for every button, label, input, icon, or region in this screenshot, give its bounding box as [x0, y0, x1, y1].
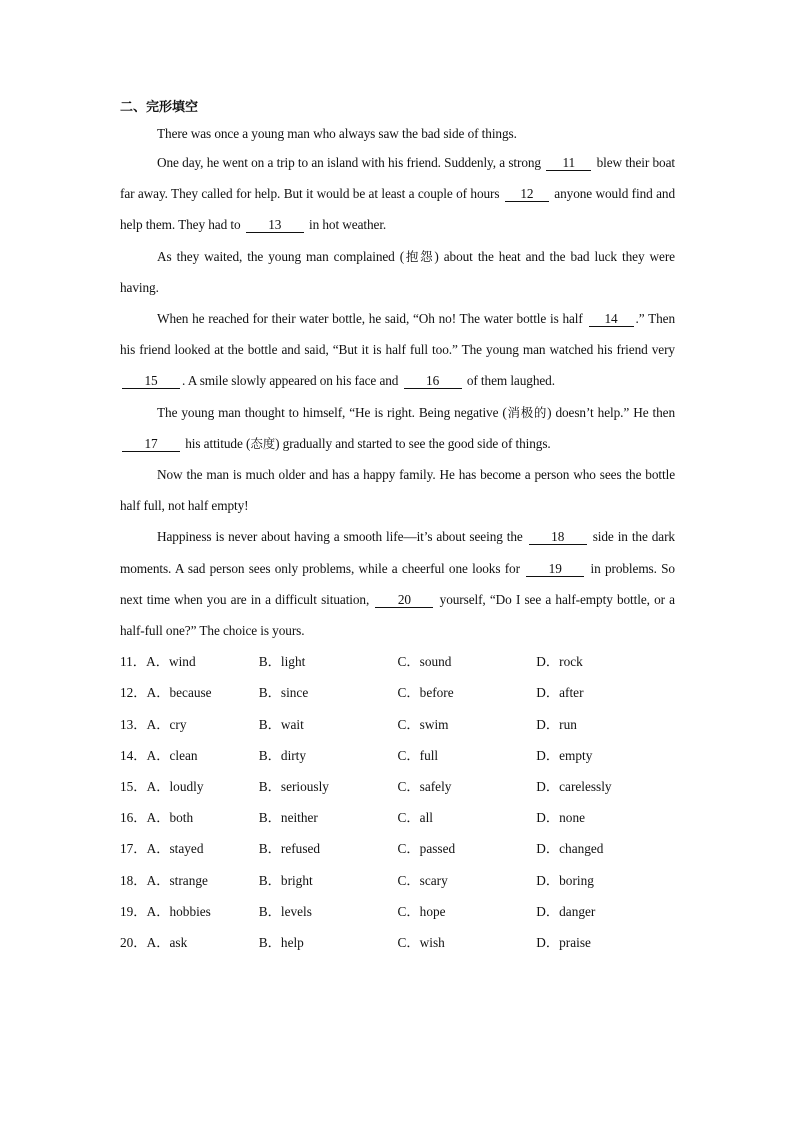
question-row — [120, 677, 675, 708]
option-c: C．before — [397, 685, 454, 701]
question-row — [120, 740, 675, 771]
option-a: 14．A．clean — [120, 747, 198, 763]
paragraph-6: Now the man is much older and has a happy family. He has become a person who sees the bottle half full, not half empty! — [120, 467, 675, 514]
text: side in the dark moments. A sad person sees only problems, while a cheerful one looks for — [120, 529, 675, 576]
option-b: B．dirty — [258, 747, 307, 763]
text: his attitude ( — [185, 435, 251, 451]
text: .” Then his friend looked at the bottle and said, “But it is half full too.” The young man watched his friend very — [120, 311, 675, 358]
option-d: D．carelessly — [536, 779, 612, 794]
chinese-gloss: 态度 — [250, 435, 276, 451]
text: . A smile slowly appeared on his face and — [182, 373, 399, 389]
paragraph-5 — [120, 397, 675, 459]
text: in problems. So next time when you are in a difficult situation, — [120, 560, 675, 607]
option-d: D．changed — [536, 841, 604, 857]
option-d: D．none — [536, 810, 585, 826]
text: One day, he went on a trip to an island with his friend. Suddenly, a strong — [157, 155, 541, 170]
text: Happiness is never about having a smooth life—it’s about seeing the — [157, 529, 523, 545]
option-d: D．run — [536, 716, 577, 732]
option-d: D．boring — [536, 872, 594, 888]
option-a: 13．A．cry — [120, 716, 187, 732]
option-c: C．all — [397, 810, 433, 826]
option-c: C．scary — [397, 872, 448, 888]
option-d: D．praise — [536, 934, 591, 950]
chinese-gloss: 抱怨 — [404, 248, 435, 264]
option-c: C．wish — [397, 934, 445, 950]
question-row — [120, 896, 675, 927]
option-a: 18．A．strange — [120, 872, 208, 888]
paragraph-1: There was once a young man who always saw the bad side of things. — [157, 126, 517, 141]
blank-19: 19 — [526, 562, 584, 577]
option-b: B．levels — [258, 903, 312, 919]
text: of them laughed. — [466, 373, 555, 389]
text: When he reached for their water bottle, he said, “Oh no! The water bottle is half — [157, 311, 583, 327]
blank-15: 15 — [122, 374, 180, 389]
option-c: C．sound — [397, 654, 452, 670]
option-c: C．safely — [397, 779, 452, 794]
option-c: C．hope — [397, 903, 446, 919]
blank-17: 17 — [122, 437, 180, 452]
option-a: 19．A．hobbies — [120, 903, 211, 919]
option-a: 15．A．loudly — [120, 779, 204, 794]
option-c: C．swim — [397, 716, 449, 732]
cloze-passage — [120, 120, 675, 646]
option-b: B．since — [258, 685, 309, 701]
option-a: 12．A．because — [120, 685, 212, 701]
blank-16: 16 — [404, 374, 462, 389]
option-d: D．after — [536, 685, 584, 701]
question-row — [120, 927, 675, 958]
option-a: 17．A．stayed — [120, 841, 204, 857]
question-row — [120, 802, 675, 833]
paragraph-4 — [120, 303, 675, 397]
option-a: 20．A．ask — [120, 934, 188, 950]
option-b: B．bright — [258, 872, 313, 888]
option-c: C．passed — [397, 841, 456, 857]
document-page — [120, 96, 675, 958]
blank-13: 13 — [246, 218, 304, 233]
question-row — [120, 709, 675, 740]
option-a: 16．A．both — [120, 810, 194, 826]
option-b: B．wait — [258, 716, 304, 732]
paragraph-3 — [120, 241, 675, 303]
text: yourself, “Do I see a half-empty bottle, or a half-full one?” The choice is yours. — [120, 591, 675, 639]
blank-12: 12 — [505, 187, 549, 202]
section-title: 二、完形填空 — [120, 100, 199, 115]
option-b: B．help — [258, 934, 304, 950]
option-d: D．empty — [536, 747, 593, 763]
question-row — [120, 865, 675, 896]
text: blew their boat far away. They called for help. But it would be at least a couple of hours — [120, 155, 675, 202]
text: ) gradually and started to see the good side of things. — [275, 435, 551, 451]
option-b: B．neither — [258, 810, 318, 826]
question-row — [120, 833, 675, 864]
option-d: D．danger — [536, 903, 596, 919]
text: The young man thought to himself, “He is right. Being negative ( — [157, 404, 507, 420]
paragraph-2 — [120, 147, 675, 241]
text: ) about the heat and the bad luck they were having. — [120, 248, 675, 295]
option-d: D．rock — [536, 654, 583, 670]
question-row — [120, 771, 675, 802]
answer-options — [120, 646, 675, 958]
text: ) doesn’t help.” He then — [547, 404, 675, 420]
chinese-gloss: 消极的 — [506, 404, 548, 420]
option-a: 11．A．wind — [120, 654, 196, 670]
option-c: C．full — [397, 747, 439, 763]
text: As they waited, the young man complained ( — [157, 248, 405, 264]
blank-20: 20 — [375, 593, 433, 608]
text: anyone would find and help them. They had to — [120, 186, 675, 233]
blank-18: 18 — [529, 530, 587, 545]
blank-14: 14 — [589, 312, 634, 327]
option-b: B．refused — [258, 841, 321, 857]
paragraph-7 — [120, 521, 675, 646]
text: in hot weather. — [309, 217, 387, 233]
question-row — [120, 646, 675, 677]
blank-11: 11 — [546, 156, 591, 171]
option-b: B．light — [258, 654, 306, 670]
option-b: B．seriously — [258, 779, 329, 794]
